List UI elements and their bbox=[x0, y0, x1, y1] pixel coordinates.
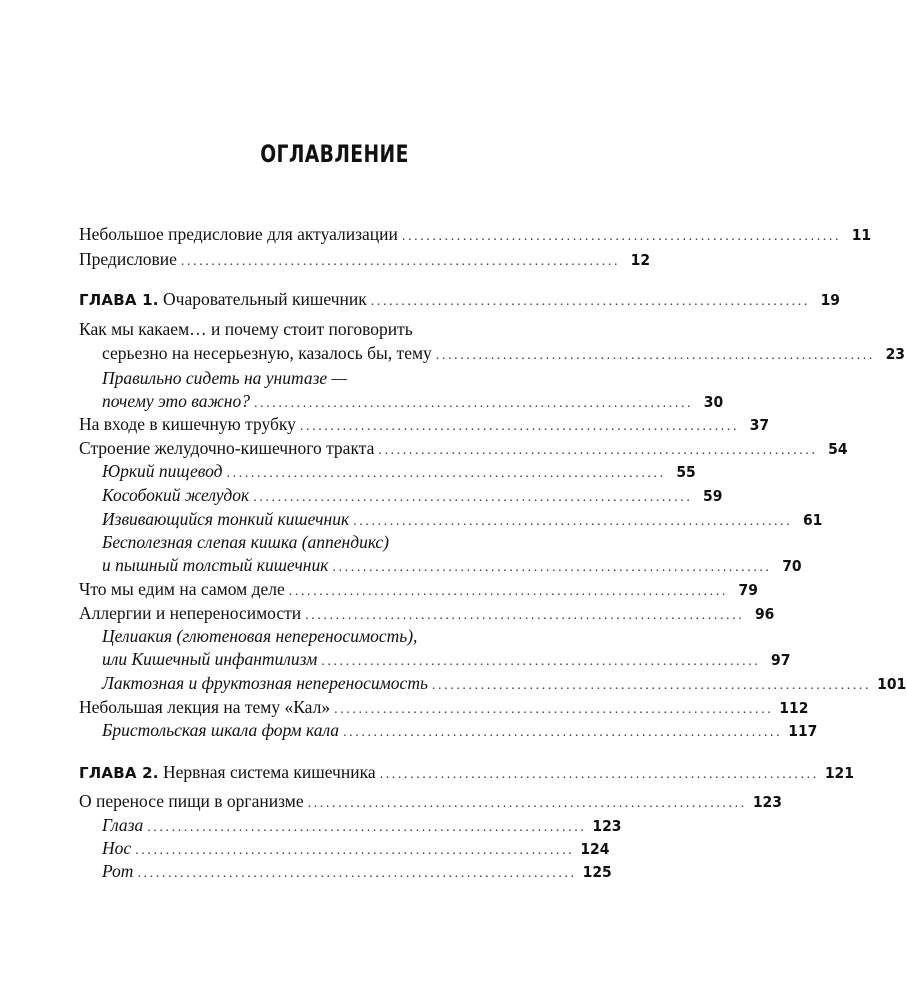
toc-page-number: 124 bbox=[580, 840, 610, 858]
toc-entry[interactable] bbox=[102, 647, 791, 671]
toc-entry-title: Лактозная и фруктозная непереносимость bbox=[102, 673, 428, 693]
toc-entry-title: Нос bbox=[102, 838, 132, 858]
toc-entry[interactable] bbox=[102, 341, 905, 365]
chapter-number: ГЛАВА 1. bbox=[79, 291, 159, 309]
toc-page-number: 12 bbox=[630, 251, 651, 269]
toc-entry[interactable] bbox=[79, 695, 809, 719]
toc-page-number: 70 bbox=[782, 557, 802, 575]
dot-leader: ........................................................................ bbox=[288, 584, 728, 599]
toc-entry-line1[interactable] bbox=[102, 624, 553, 648]
toc-entry[interactable] bbox=[102, 483, 723, 507]
toc-page-number: 55 bbox=[676, 463, 696, 481]
toc-page-number: 54 bbox=[828, 440, 848, 458]
dot-leader: ........................................................................ bbox=[379, 767, 819, 782]
toc-entry-line1[interactable] bbox=[102, 366, 553, 390]
toc-page-number: 79 bbox=[738, 581, 758, 599]
toc-entry[interactable] bbox=[102, 507, 823, 531]
dot-leader: ........................................................................ bbox=[137, 866, 577, 881]
dot-leader: ........................................................................ bbox=[401, 229, 842, 244]
toc-entry-title: На входе в кишечную трубку bbox=[79, 414, 296, 434]
toc-entry-title: Строение желудочно-кишечного тракта bbox=[79, 438, 375, 458]
toc-entry-title: Как мы какаем… и почему стоит поговорить bbox=[79, 319, 413, 339]
toc-page-number: 11 bbox=[851, 226, 872, 244]
toc-page-number: 30 bbox=[703, 393, 724, 411]
dot-leader: ........................................................................ bbox=[431, 678, 872, 693]
toc-page-number: 112 bbox=[779, 699, 809, 717]
toc-entry-title: Кособокий желудок bbox=[102, 485, 250, 505]
toc-entry-title: Небольшая лекция на тему «Кал» bbox=[79, 697, 331, 717]
toc-entry-title: Аллергии и непереносимости bbox=[79, 603, 302, 623]
dot-leader: ........................................................................ bbox=[307, 796, 747, 811]
toc-page-number: 125 bbox=[582, 863, 612, 881]
dot-leader: ........................................................................ bbox=[321, 654, 761, 669]
toc-entry[interactable] bbox=[102, 553, 802, 577]
toc-entry[interactable] bbox=[102, 718, 818, 742]
dot-leader: ........................................................................ bbox=[226, 466, 666, 481]
dot-leader: ........................................................................ bbox=[299, 419, 740, 434]
toc-entry[interactable] bbox=[79, 412, 770, 436]
toc-entry-title: Правильно сидеть на унитазе — bbox=[102, 368, 348, 388]
toc-entry[interactable] bbox=[79, 222, 872, 246]
toc-entry-line1[interactable] bbox=[102, 530, 553, 554]
toc-entry[interactable] bbox=[102, 671, 906, 695]
dot-leader: ........................................................................ bbox=[370, 294, 810, 309]
toc-chapter-entry[interactable] bbox=[79, 287, 840, 311]
toc-entry-line1[interactable] bbox=[79, 317, 553, 341]
toc-entry-title: Очаровательный кишечник bbox=[163, 289, 367, 309]
page-title: ОГЛАВЛЕНИЕ bbox=[260, 140, 409, 168]
toc-entry[interactable] bbox=[102, 859, 612, 883]
dot-leader: ........................................................................ bbox=[305, 608, 745, 623]
toc-entry-title: Бристольская шкала форм кала bbox=[102, 720, 340, 740]
toc-entry[interactable] bbox=[79, 436, 848, 460]
toc-entry[interactable] bbox=[102, 813, 622, 837]
toc-entry[interactable] bbox=[102, 459, 696, 483]
toc-page-number: 37 bbox=[749, 416, 770, 434]
toc-entry[interactable] bbox=[79, 577, 758, 601]
toc-chapter-entry[interactable] bbox=[79, 760, 854, 784]
toc-entry-title-cont: почему это важно? bbox=[102, 391, 250, 411]
toc-entry-title: Бесполезная слепая кишка (аппендикс) bbox=[102, 532, 389, 552]
toc-entry-title: Юркий пищевод bbox=[102, 461, 223, 481]
toc-page-number: 121 bbox=[824, 764, 854, 782]
toc-entry-title-cont: и пышный толстый кишечник bbox=[102, 555, 329, 575]
chapter-number: ГЛАВА 2. bbox=[79, 764, 159, 782]
toc-page-number: 96 bbox=[754, 605, 775, 623]
dot-leader: ........................................................................ bbox=[334, 702, 774, 717]
dot-leader: ........................................................................ bbox=[435, 348, 875, 363]
toc-entry[interactable] bbox=[79, 601, 775, 625]
dot-leader: ........................................................................ bbox=[378, 443, 818, 458]
toc-entry[interactable] bbox=[79, 247, 651, 271]
dot-leader: ........................................................................ bbox=[343, 725, 783, 740]
dot-leader: ........................................................................ bbox=[147, 820, 587, 835]
toc-page-number: 61 bbox=[802, 511, 823, 529]
toc-entry-title: Предисловие bbox=[79, 249, 177, 269]
toc-entry-title-cont: или Кишечный инфантилизм bbox=[102, 649, 318, 669]
dot-leader: ........................................................................ bbox=[180, 254, 621, 269]
dot-leader: ........................................................................ bbox=[332, 560, 772, 575]
dot-leader: ........................................................................ bbox=[253, 490, 693, 505]
toc-entry-title: Глаза bbox=[102, 815, 144, 835]
toc-entry-title: О переносе пищи в организме bbox=[79, 791, 304, 811]
toc-page-number: 117 bbox=[788, 722, 818, 740]
dot-leader: ........................................................................ bbox=[253, 396, 694, 411]
toc-page-number: 23 bbox=[885, 345, 905, 363]
toc-entry[interactable] bbox=[79, 789, 782, 813]
toc-page-number: 59 bbox=[703, 487, 723, 505]
toc-entry-title: Извивающийся тонкий кишечник bbox=[102, 509, 350, 529]
toc-entry[interactable] bbox=[102, 836, 610, 860]
toc-entry[interactable] bbox=[102, 389, 724, 413]
toc-entry-title: Целиакия (глютеновая непереносимость), bbox=[102, 626, 418, 646]
toc-page-number: 101 bbox=[877, 675, 906, 693]
toc-entry-title: Рот bbox=[102, 861, 134, 881]
toc-page-number: 19 bbox=[820, 291, 840, 309]
dot-leader: ........................................................................ bbox=[353, 514, 793, 529]
dot-leader: ........................................................................ bbox=[135, 843, 575, 858]
toc-entry-title: Небольшое предисловие для актуализации bbox=[79, 224, 398, 244]
toc-page-number: 97 bbox=[771, 651, 791, 669]
toc-entry-title: Нервная система кишечника bbox=[163, 762, 376, 782]
toc-page-number: 123 bbox=[592, 817, 622, 835]
toc-entry-title-cont: серьезно на несерьезную, казалось бы, тему bbox=[102, 343, 432, 363]
toc-page-number: 123 bbox=[752, 793, 782, 811]
toc-entry-title: Что мы едим на самом деле bbox=[79, 579, 285, 599]
